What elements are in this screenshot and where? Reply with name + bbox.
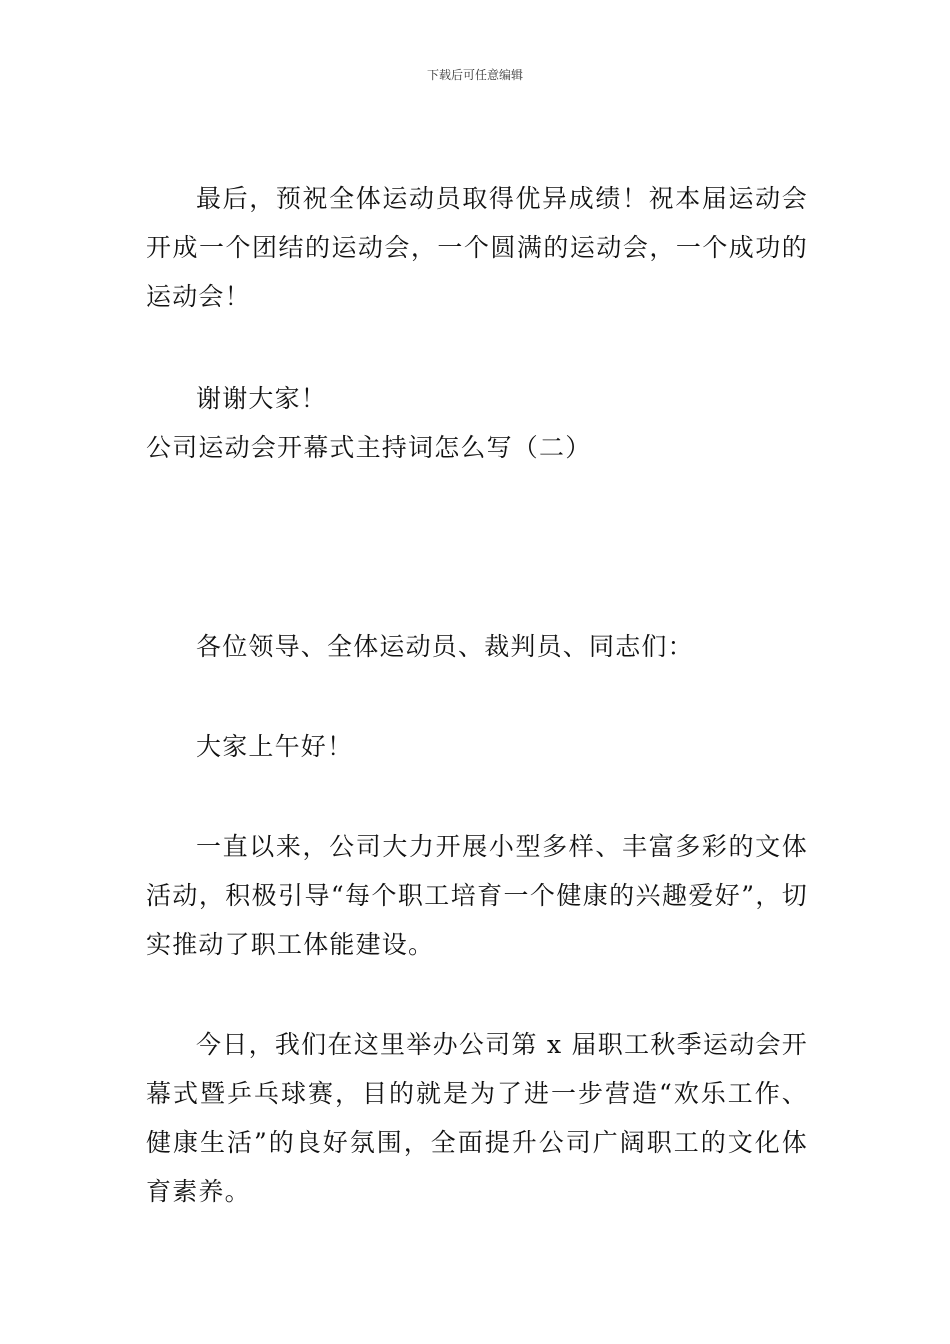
paragraph-greeting: 大家上午好！ <box>196 732 354 761</box>
page-header: 下载后可任意编辑 <box>426 68 523 82</box>
paragraph-closing-wishes: 最后，预祝全体运动员取得优异成绩！祝本届运动会开成一个团结的运动会，一个圆满的运动会，一个成功的运动会！ <box>146 184 808 311</box>
paragraph-background: 一直以来，公司大力开展小型多样、丰富多彩的文体活动，积极引导“每个职工培育一个健康的兴趣爱好”，切实推动了职工体能建设。 <box>146 832 808 959</box>
paragraph-thanks: 谢谢大家！ <box>196 384 328 413</box>
paragraph-purpose: 今日，我们在这里举办公司第 x 届职工秋季运动会开幕式暨乒乓球赛，目的就是为了进一步营造“欢乐工作、健康生活”的良好氛围，全面提升公司广阔职工的文化体育素养。 <box>146 1030 808 1206</box>
paragraph-salutation: 各位领导、全体运动员、裁判员、同志们： <box>196 632 694 661</box>
section-title: 公司运动会开幕式主持词怎么写（二） <box>146 433 592 462</box>
